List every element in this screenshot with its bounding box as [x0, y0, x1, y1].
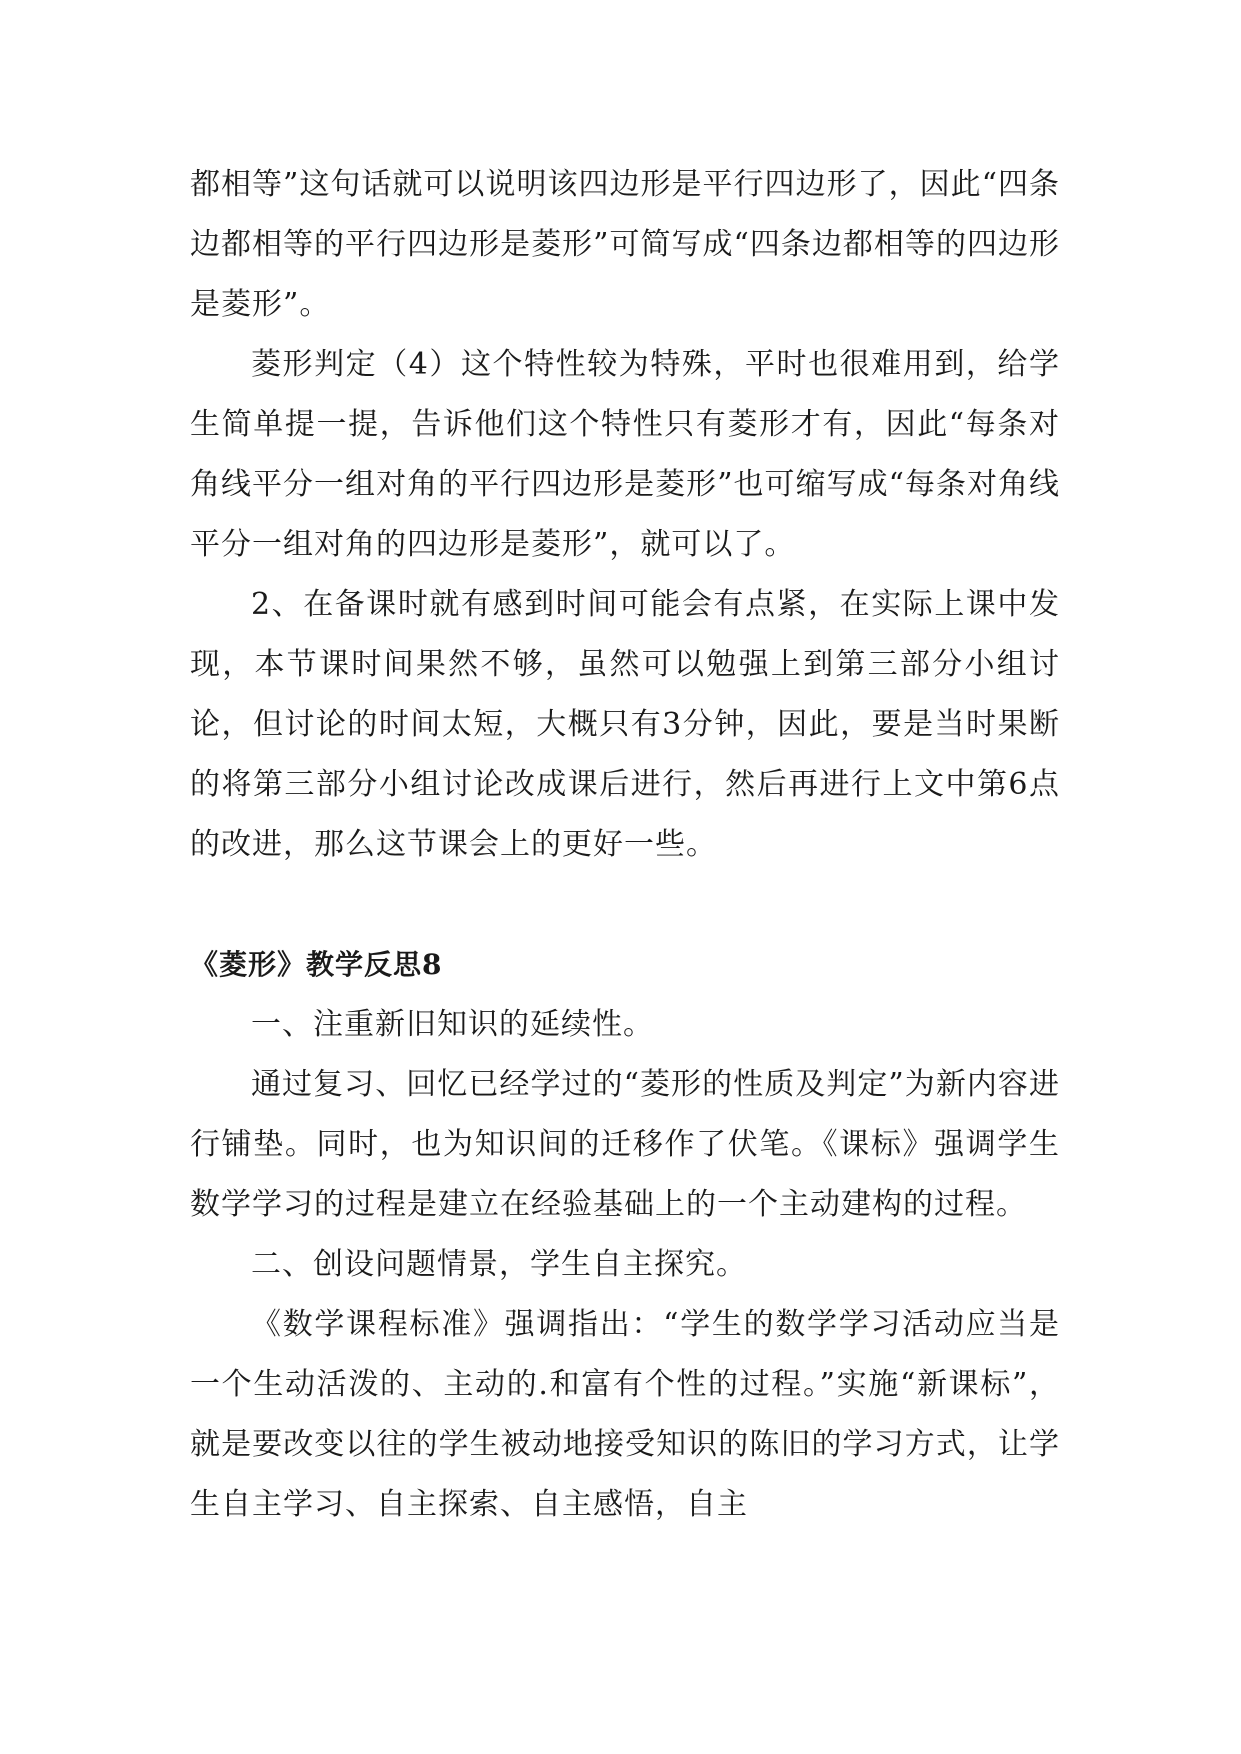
paragraph-time-reflection: 2、在备课时就有感到时间可能会有点紧，在实际上课中发现，本节课时间果然不够，虽然可以勉强上到第三部分小组讨论，但讨论的时间太短，大概只有3分钟，因此，要是当时果断的将第三部分小组讨论改成课后进行，然后再进行上文中第6点的改进，那么这节课会上的更好一些。	[190, 587, 1060, 862]
heading-point-1: 一、注重新旧知识的延续性。	[251, 1007, 654, 1042]
section-title: 《菱形》教学反思8	[190, 948, 443, 981]
paragraph-point-1: 通过复习、回忆已经学过的“菱形的性质及判定”为新内容进行铺垫。同时，也为知识间的迁移作了伏笔。《课标》强调学生数学学习的过程是建立在经验基础上的一个主动建构的过程。	[190, 1067, 1060, 1222]
paragraph-continuation: 都相等”这句话就可以说明该四边形是平行四边形了，因此“四条边都相等的平行四边形是菱形”可简写成“四条边都相等的四边形是菱形”。	[190, 167, 1060, 322]
document-body	[190, 155, 1060, 1535]
heading-point-2: 二、创设问题情景，学生自主探究。	[251, 1247, 747, 1282]
paragraph-point-2: 《数学课程标准》强调指出：“学生的数学学习活动应当是一个生动活泼的、主动的.和富有个性的过程。”实施“新课标”，就是要改变以往的学生被动地接受知识的陈旧的学习方式，让学生自主学习、自主探索、自主感悟，自主	[190, 1307, 1060, 1522]
paragraph-criterion-4: 菱形判定（4）这个特性较为特殊，平时也很难用到，给学生简单提一提，告诉他们这个特性只有菱形才有，因此“每条对角线平分一组对角的平行四边形是菱形”也可缩写成“每条对角线平分一组对角的四边形是菱形”，就可以了。	[190, 347, 1060, 562]
